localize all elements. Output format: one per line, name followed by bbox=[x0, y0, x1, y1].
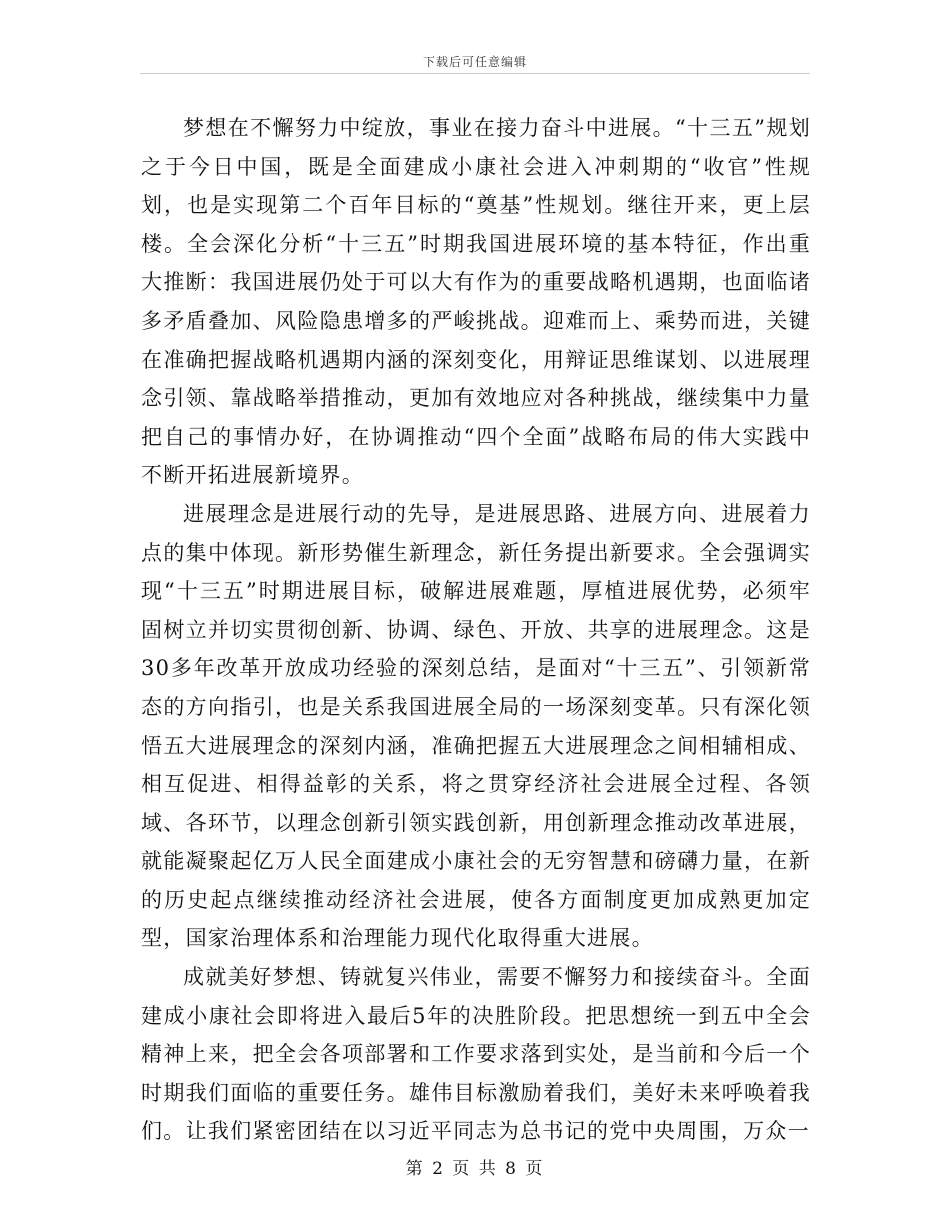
paragraph-1: 梦想在不懈努力中绽放，事业在接力奋斗中进展。“十三五”规划之于今日中国，既是全面建成小康社会进入冲刺期的“收官”性规划，也是实现第二个百年目标的“奠基”性规划。继往开来，更上层楼。全会深化分析“十三五”时期我国进展环境的基本特征，作出重大推断：我国进展仍处于可以大有作为的重要战略机遇期，也面临诸多矛盾叠加、风险隐患增多的严峻挑战。迎难而上、乘势而进，关键在准确把握战略机遇期内涵的深刻变化，用辩证思维谋划、以进展理念引领、靠战略举措推动，更加有效地应对各种挑战，继续集中力量把自己的事情办好，在协调推动“四个全面”战略布局的伟大实践中不断开拓进展新境界。 bbox=[141, 116, 811, 488]
page-header: 下载后可任意编辑 bbox=[422, 55, 527, 69]
page-number-footer: 第 2 页 共 8 页 bbox=[405, 1159, 545, 1179]
header-divider bbox=[140, 73, 810, 74]
paragraph-3: 成就美好梦想、铸就复兴伟业，需要不懈努力和接续奋斗。全面建成小康社会即将进入最后5年的决胜阶段。把思想统一到五中全会精神上来，把全会各项部署和工作要求落到实处，是当前和今后一个时期我们面临的重要任务。雄伟目标激励着我们，美好未来呼唤着我们。让我们紧密团结在以习近平同志为总书记的党中央周围，万众一 bbox=[141, 965, 811, 1144]
document-body bbox=[141, 109, 811, 1151]
paragraph-2: 进展理念是进展行动的先导，是进展思路、进展方向、进展着力点的集中体现。新形势催生新理念，新任务提出新要求。全会强调实现“十三五”时期进展目标，破解进展难题，厚植进展优势，必须牢固树立并切实贯彻创新、协调、绿色、开放、共享的进展理念。这是30多年改革开放成功经验的深刻总结，是面对“十三五”、引领新常态的方向指引，也是关系我国进展全局的一场深刻变革。只有深化领悟五大进展理念的深刻内涵，准确把握五大进展理念之间相辅相成、相互促进、相得益彰的关系，将之贯穿经济社会进展全过程、各领域、各环节，以理念创新引领实践创新，用创新理念推动改革进展，就能凝聚起亿万人民全面建成小康社会的无穷智慧和磅礴力量，在新的历史起点继续推动经济社会进展，使各方面制度更加成熟更加定型，国家治理体系和治理能力现代化取得重大进展。 bbox=[141, 501, 811, 951]
